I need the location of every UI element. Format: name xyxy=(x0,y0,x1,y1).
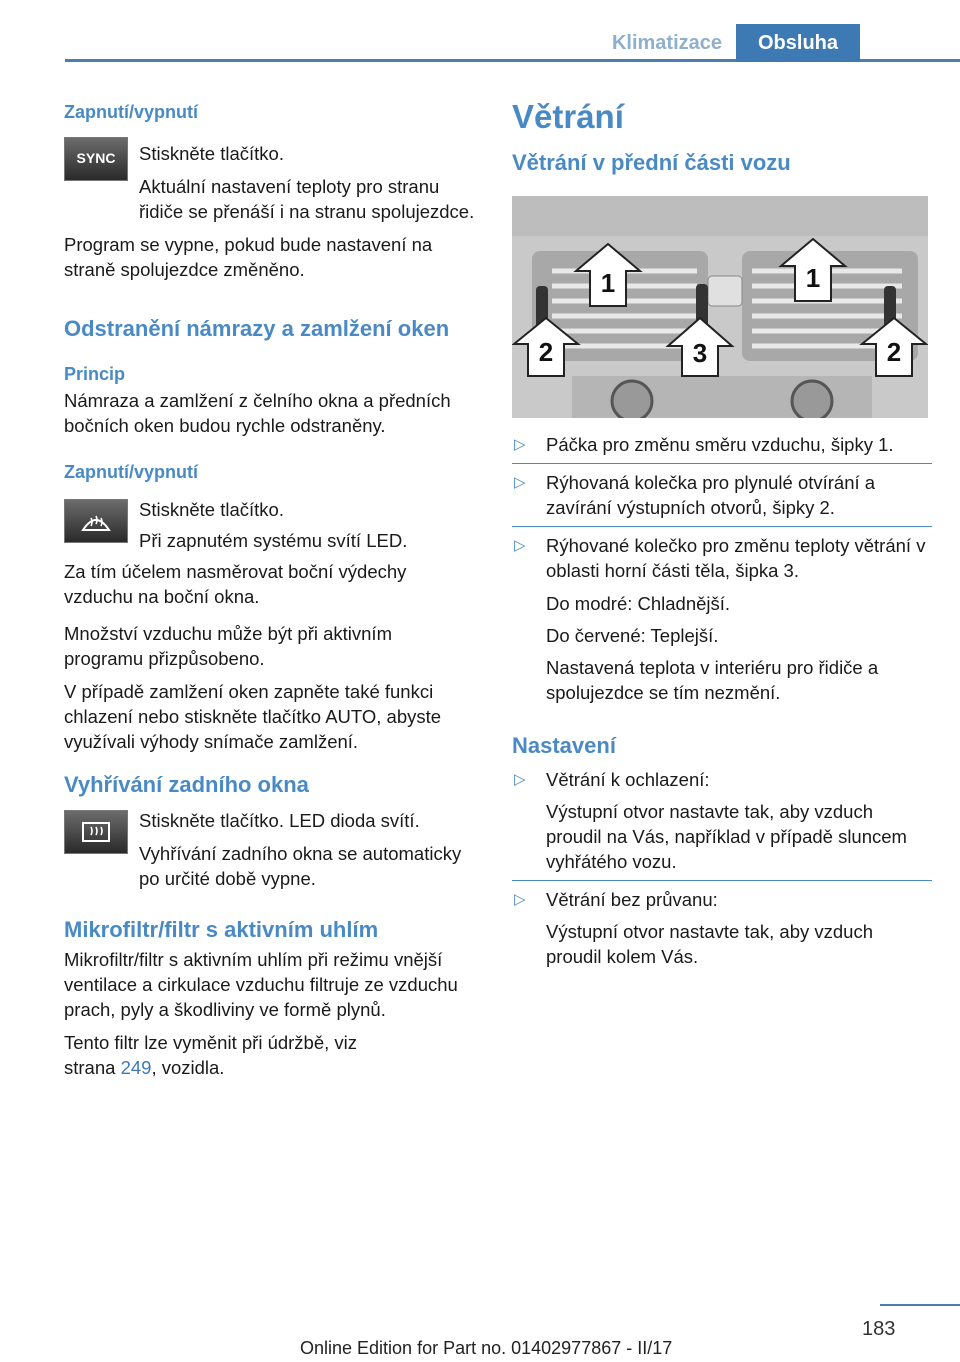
fig-label-3: 3 xyxy=(692,338,708,368)
text-vyhr: Vyhřívání zadního okna se automaticky po určité době vypne. xyxy=(139,843,462,889)
bullet-triangle-icon: ▷ xyxy=(514,474,526,491)
text-led: Při zapnutém systému svítí LED. xyxy=(139,530,408,551)
bullet-triangle-icon: ▷ xyxy=(514,891,526,908)
heading-mikrofiltr: Mikrofiltr/filtr s aktivním uhlím xyxy=(64,917,379,942)
text-cervena: Do červené: Teplejší. xyxy=(546,625,719,646)
text-pripade: V případě zamlžení oken zapněte také funkci chlazení nebo stiskněte tlačítko AUTO, abyste využívali výhody snímače zamlžení. xyxy=(64,681,442,752)
right-column xyxy=(512,98,932,969)
fig-label-1b: 1 xyxy=(805,263,821,293)
page-link-249[interactable]: 249 xyxy=(120,1057,152,1078)
edition-note: Online Edition for Part no. 01402977867 - II/17 xyxy=(300,1338,673,1358)
bullet-list-parts xyxy=(512,432,932,705)
fig-label-1a: 1 xyxy=(600,268,616,298)
text-program: Program se vypne, pokud bude nastavení na straně spolujezdce změněno. xyxy=(64,234,433,280)
bullet-item: ▷ Větrání bez průvanu: xyxy=(514,889,718,910)
defrost-row xyxy=(64,497,476,553)
bullet-triangle-icon: ▷ xyxy=(514,771,526,788)
vent-figure xyxy=(512,196,928,418)
text-bez: Výstupní otvor nastavte tak, aby vzduch proudil kolem Vás. xyxy=(546,921,874,967)
heading-vyhrivani: Vyhřívání zadního okna xyxy=(64,772,309,797)
text-nastavena: Nastavená teplota v interiéru pro řidiče a spolujezdce se tím nezmění. xyxy=(546,657,879,703)
tab-klimatizace[interactable]: Klimatizace xyxy=(611,32,723,54)
text-stisk1: Stiskněte tlačítko. xyxy=(139,143,284,164)
text-mnozstvi: Množství vzduchu může být při aktivním programu přizpůsobeno. xyxy=(64,623,392,669)
bullet-item: ▷ Rýhovaná kolečka pro plynulé otvírání a zavírání výstupních otvorů, šipky 2. xyxy=(514,472,876,518)
footer-rule xyxy=(880,1304,960,1306)
bullet-triangle-icon: ▷ xyxy=(514,436,526,453)
sync-row xyxy=(64,139,476,224)
text-modra: Do modré: Chladnější. xyxy=(546,593,731,614)
text-tento: Tento filtr lze vyměnit při údržbě, viz strana 249, vozidla. xyxy=(64,1032,358,1078)
tab-obsluha[interactable]: Obsluha xyxy=(736,24,860,62)
text-zatim: Za tím účelem nasměrovat boční výdechy vzduchu na boční okna. xyxy=(64,561,407,607)
fig-label-2a: 2 xyxy=(538,337,554,367)
left-column xyxy=(64,102,476,1080)
heading-vetrani: Větrání xyxy=(512,98,624,135)
bullet-triangle-icon: ▷ xyxy=(514,537,526,554)
bullet-item: ▷ Páčka pro změnu směru vzduchu, šipky 1. xyxy=(514,434,894,455)
heading-princip: Princip xyxy=(64,364,126,384)
fig-label-2b: 2 xyxy=(886,337,902,367)
rear-defrost-row xyxy=(64,808,476,891)
vent-illustration xyxy=(512,196,928,418)
sync-button-icon: SYNC xyxy=(64,137,128,181)
text-stisk3: Stiskněte tlačítko. LED dioda svítí. xyxy=(139,810,420,831)
rear-window-defrost-icon xyxy=(64,810,128,854)
bullet-item: ▷ Větrání k ochlazení: xyxy=(514,769,710,790)
text-stisk2: Stiskněte tlačítko. xyxy=(139,499,284,520)
windshield-defrost-icon xyxy=(64,499,128,543)
text-mikro: Mikrofiltr/filtr s aktivním uhlím při režimu vnější ventilace a cirkulace vzduchu filtruje ze vzduchu prach, pyly a škodliviny ve formě plynů. xyxy=(64,949,458,1020)
text-princip: Námraza a zamlžení z čelního okna a předních bočních oken budou rychle odstraněny. xyxy=(64,390,451,436)
text-ochl: Výstupní otvor nastavte tak, aby vzduch proudil na Vás, například v případě sluncem vyhřátého vozu. xyxy=(546,801,907,872)
page-number: 183 xyxy=(862,1318,896,1340)
heading-nastaveni: Nastavení xyxy=(512,733,616,758)
heading-vetrani-predni: Větrání v přední části vozu xyxy=(512,150,791,175)
bullet-item: ▷ Rýhované kolečko pro změnu teploty větrání v oblasti horní části těla, šipka 3. xyxy=(514,535,926,581)
heading-odstraneni: Odstranění námrazy a zamlžení oken xyxy=(64,316,450,341)
bullet-list-settings xyxy=(512,767,932,969)
heading-onoff-defrost: Zapnutí/vypnutí xyxy=(64,462,198,482)
heading-onoff-sync: Zapnutí/vypnutí xyxy=(64,102,198,122)
text-aktualni: Aktuální nastavení teploty pro stranu řidiče se přenáší i na stranu spolujezdce. xyxy=(139,176,475,222)
